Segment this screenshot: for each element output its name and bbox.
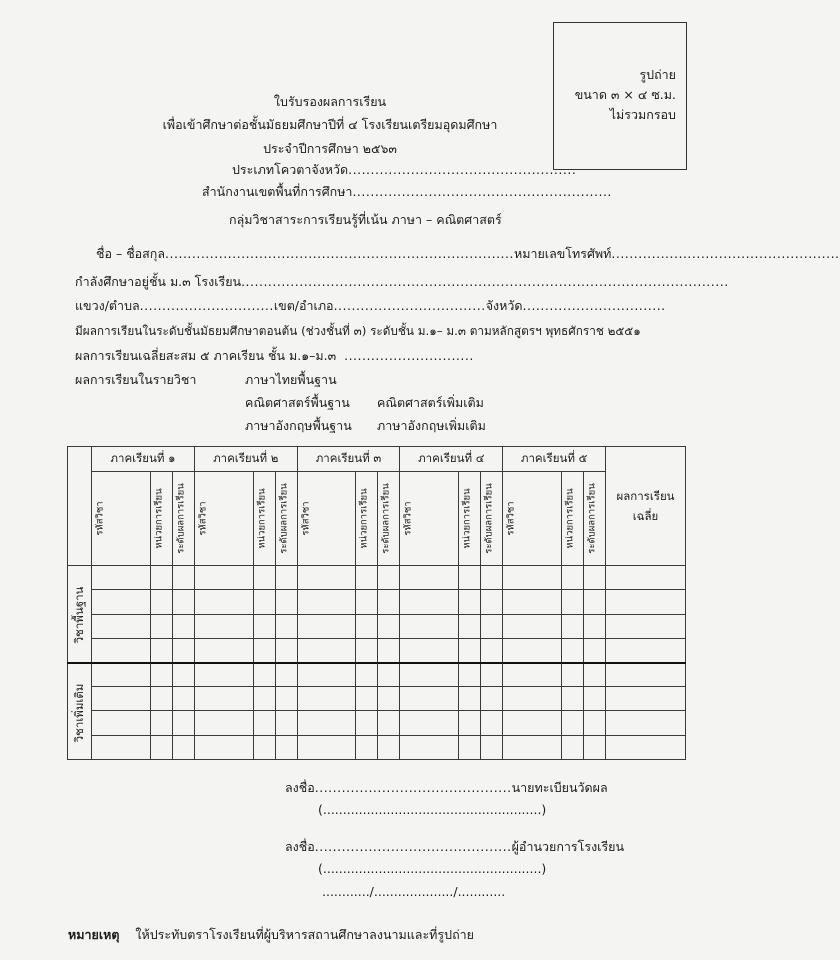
grades-table <box>67 446 686 760</box>
grade-cell[interactable] <box>400 711 459 735</box>
grade-cell[interactable] <box>400 735 459 759</box>
subject-math-basic: คณิตศาสตร์พื้นฐาน <box>245 395 350 410</box>
grade-cell[interactable] <box>561 687 583 711</box>
grade-cell[interactable] <box>561 711 583 735</box>
table-header-subcolumns <box>68 472 686 566</box>
grade-cell[interactable] <box>356 566 378 590</box>
curriculum-line: มีผลการเรียนในระดับชั้นมัธยมศึกษาตอนต้น (ช่วงชั้นที่ ๓) ระดับชั้น ม.๑– ม.๓ ตามหลักสูตรฯ พุทธศักราช ๒๕๕๑ <box>75 324 641 338</box>
grade-cell[interactable] <box>150 638 172 662</box>
grade-cell[interactable] <box>459 638 481 662</box>
grade-cell[interactable] <box>583 735 605 759</box>
subcolumn-label: หน่วยการเรียน <box>358 488 370 549</box>
grade-cell[interactable] <box>297 735 356 759</box>
office-label: สำนักงานเขตพื้นที่การศึกษา <box>202 184 353 199</box>
grade-cell[interactable] <box>275 663 297 687</box>
subcolumn-header <box>481 472 503 566</box>
basic-subjects-group <box>68 566 92 663</box>
photo-frame-note: ไม่รวมกรอบ <box>609 107 676 122</box>
grade-cell[interactable] <box>253 590 275 614</box>
grade-cell[interactable] <box>253 735 275 759</box>
grade-cell[interactable] <box>459 614 481 638</box>
grade-cell[interactable] <box>172 638 194 662</box>
average-cell[interactable] <box>606 711 686 735</box>
grade-cell[interactable] <box>583 614 605 638</box>
grade-cell[interactable] <box>194 663 253 687</box>
school-row <box>75 272 729 292</box>
subcolumn-header <box>583 472 605 566</box>
grade-cell[interactable] <box>583 663 605 687</box>
subject-results-label: ผลการเรียนในรายวิชา <box>75 372 197 387</box>
subcolumn-label: หน่วยการเรียน <box>564 488 576 549</box>
grade-cell[interactable] <box>561 735 583 759</box>
registrar-name-field[interactable]: (.......................................................) <box>318 802 547 817</box>
grade-cell[interactable] <box>481 711 503 735</box>
office-row <box>202 182 612 202</box>
grade-cell[interactable] <box>561 638 583 662</box>
subcolumn-header <box>356 472 378 566</box>
subcolumn-label: หน่วยการเรียน <box>461 488 473 549</box>
grade-cell[interactable] <box>503 566 562 590</box>
table-row <box>68 735 686 759</box>
grade-cell[interactable] <box>92 663 151 687</box>
school-label: กำลังศึกษาอยู่ชั้น ม.๓ โรงเรียน <box>75 274 242 289</box>
note-label: หมายเหตุ <box>68 927 120 942</box>
grade-cell[interactable] <box>400 566 459 590</box>
grade-cell[interactable] <box>378 590 400 614</box>
subcolumn-header <box>275 472 297 566</box>
grade-cell[interactable] <box>400 638 459 662</box>
subcolumn-label: รหัสวิชา <box>300 501 312 536</box>
term-header-1: ภาคเรียนที่ ๑ <box>92 447 195 472</box>
district-field[interactable]: .................................. <box>333 298 486 313</box>
grade-cell[interactable] <box>378 687 400 711</box>
quota-field[interactable]: ................................................... <box>348 162 577 177</box>
table-row <box>68 566 686 590</box>
academic-year: ประจำปีการศึกษา ๒๕๖๓ <box>263 141 397 156</box>
grade-cell[interactable] <box>356 638 378 662</box>
grade-cell[interactable] <box>503 663 562 687</box>
grade-cell[interactable] <box>378 711 400 735</box>
grade-cell[interactable] <box>356 711 378 735</box>
subcolumn-header <box>561 472 583 566</box>
photo-size-label: ขนาด ๓ × ๔ ซ.ม. <box>574 87 676 102</box>
phone-field[interactable]: ................................................... <box>611 246 840 261</box>
director-name-field[interactable]: (.......................................................) <box>318 861 547 876</box>
grade-cell[interactable] <box>481 663 503 687</box>
grade-cell[interactable] <box>253 614 275 638</box>
subcolumn-label: หน่วยการเรียน <box>256 488 268 549</box>
document-title: ใบรับรองผลการเรียน <box>273 94 387 109</box>
subcolumn-label: ระดับผลการเรียน <box>483 483 495 554</box>
grade-cell[interactable] <box>378 638 400 662</box>
subcolumn-header <box>253 472 275 566</box>
table-row <box>68 687 686 711</box>
grade-cell[interactable] <box>150 566 172 590</box>
grade-cell[interactable] <box>356 735 378 759</box>
subcolumn-label: หน่วยการเรียน <box>153 488 165 549</box>
term-header-4: ภาคเรียนที่ ๔ <box>400 447 503 472</box>
average-cell[interactable] <box>606 663 686 687</box>
director-signature-field[interactable]: ............................................ <box>314 839 512 854</box>
subcolumn-header <box>503 472 562 566</box>
name-label: ชื่อ – ชื่อสกุล <box>96 246 166 261</box>
table-row <box>68 614 686 638</box>
office-field[interactable]: .......................................................... <box>352 184 612 199</box>
name-field[interactable]: .............................................................................. <box>165 246 514 261</box>
grade-cell[interactable] <box>481 590 503 614</box>
term-header-5: ภาคเรียนที่ ๕ <box>503 447 606 472</box>
grade-cell[interactable] <box>503 735 562 759</box>
subdistrict-field[interactable]: .............................. <box>139 298 274 313</box>
director-signature-row <box>285 837 624 857</box>
subject-math-extra: คณิตศาสตร์เพิ่มเติม <box>377 395 484 410</box>
term-header-2: ภาคเรียนที่ ๒ <box>194 447 297 472</box>
subcolumn-label: รหัสวิชา <box>505 501 517 536</box>
grade-cell[interactable] <box>150 687 172 711</box>
grade-cell[interactable] <box>275 711 297 735</box>
grade-cell[interactable] <box>253 711 275 735</box>
grade-cell[interactable] <box>481 638 503 662</box>
average-result-header <box>606 447 686 566</box>
table-header-terms <box>68 447 686 472</box>
grade-cell[interactable] <box>459 711 481 735</box>
registrar-title: นายทะเบียนวัดผล <box>511 780 608 795</box>
grade-cell[interactable] <box>378 614 400 638</box>
grade-cell[interactable] <box>150 711 172 735</box>
subcolumn-header <box>459 472 481 566</box>
subcolumn-label: ระดับผลการเรียน <box>586 483 598 554</box>
grade-cell[interactable] <box>92 590 151 614</box>
grade-cell[interactable] <box>583 590 605 614</box>
school-field[interactable]: ............................................................................................................. <box>241 274 729 289</box>
grade-cell[interactable] <box>92 566 151 590</box>
subcolumn-header <box>378 472 400 566</box>
grade-cell[interactable] <box>561 614 583 638</box>
quota-label: ประเภทโควตาจังหวัด <box>232 162 349 177</box>
grade-cell[interactable] <box>194 638 253 662</box>
grade-cell[interactable] <box>297 590 356 614</box>
grade-cell[interactable] <box>481 735 503 759</box>
grade-cell[interactable] <box>172 590 194 614</box>
grade-cell[interactable] <box>92 711 151 735</box>
subcolumn-label: รหัสวิชา <box>402 501 414 536</box>
grade-cell[interactable] <box>194 735 253 759</box>
photo-placeholder-box <box>553 22 687 170</box>
phone-label: หมายเลขโทรศัพท์ <box>513 246 612 261</box>
grade-cell[interactable] <box>356 687 378 711</box>
grade-cell[interactable] <box>297 711 356 735</box>
grade-cell[interactable] <box>459 590 481 614</box>
registrar-sign-label: ลงชื่อ <box>285 780 315 795</box>
subject-group-line: กลุ่มวิชาสาระการเรียนรู้ที่เน้น ภาษา – คณิตศาสตร์ <box>229 212 502 227</box>
grade-cell[interactable] <box>481 566 503 590</box>
term-header-3: ภาคเรียนที่ ๓ <box>297 447 400 472</box>
grade-cell[interactable] <box>92 735 151 759</box>
subcolumn-header <box>150 472 172 566</box>
grade-cell[interactable] <box>172 735 194 759</box>
grade-cell[interactable] <box>194 711 253 735</box>
grade-cell[interactable] <box>583 687 605 711</box>
grade-cell[interactable] <box>583 638 605 662</box>
photo-label: รูปถ่าย <box>639 67 676 82</box>
grade-cell[interactable] <box>400 663 459 687</box>
grade-cell[interactable] <box>150 614 172 638</box>
subcolumn-label: รหัสวิชา <box>94 501 106 536</box>
subcolumn-label: ระดับผลการเรียน <box>380 483 392 554</box>
grade-cell[interactable] <box>253 687 275 711</box>
grade-cell[interactable] <box>194 687 253 711</box>
average-header-line1: ผลการเรียน <box>616 489 675 504</box>
grade-cell[interactable] <box>400 687 459 711</box>
grade-cell[interactable] <box>356 614 378 638</box>
grade-cell[interactable] <box>583 711 605 735</box>
grade-cell[interactable] <box>172 614 194 638</box>
subcolumn-header <box>194 472 253 566</box>
grade-cell[interactable] <box>561 566 583 590</box>
grade-cell[interactable] <box>378 735 400 759</box>
grade-cell[interactable] <box>297 614 356 638</box>
subcolumn-header <box>400 472 459 566</box>
extra-subjects-group <box>68 663 92 760</box>
subcolumn-label: ระดับผลการเรียน <box>278 483 290 554</box>
table-row <box>68 638 686 662</box>
grade-cell[interactable] <box>253 638 275 662</box>
subcolumn-label: ระดับผลการเรียน <box>175 483 187 554</box>
grade-cell[interactable] <box>172 566 194 590</box>
director-title: ผู้อำนวยการโรงเรียน <box>511 839 625 854</box>
district-label: เขต/อำเภอ <box>273 298 334 313</box>
grade-cell[interactable] <box>297 687 356 711</box>
grade-cell[interactable] <box>92 687 151 711</box>
subject-eng-basic: ภาษาอังกฤษพื้นฐาน <box>245 418 352 433</box>
grade-cell[interactable] <box>481 614 503 638</box>
subject-thai-basic: ภาษาไทยพื้นฐาน <box>245 372 337 387</box>
average-header-line2: เฉลี่ย <box>632 509 659 524</box>
quota-row <box>232 160 576 180</box>
name-row <box>96 244 840 264</box>
grade-cell[interactable] <box>503 638 562 662</box>
grade-cell[interactable] <box>481 687 503 711</box>
grade-cell[interactable] <box>459 663 481 687</box>
extra-subjects-label: วิชาเพิ่มเติม <box>72 683 86 742</box>
registrar-signature-row <box>285 778 608 798</box>
grade-cell[interactable] <box>275 614 297 638</box>
director-sign-label: ลงชื่อ <box>285 839 315 854</box>
document-subtitle: เพื่อเข้าศึกษาต่อชั้นมัธยมศึกษาปีที่ ๔ โรงเรียนเตรียมอุดมศึกษา <box>162 117 498 132</box>
grade-cell[interactable] <box>194 590 253 614</box>
grade-cell[interactable] <box>400 590 459 614</box>
subcolumn-label: รหัสวิชา <box>197 501 209 536</box>
grade-cell[interactable] <box>275 638 297 662</box>
average-cell[interactable] <box>606 590 686 614</box>
grade-cell[interactable] <box>297 566 356 590</box>
average-cell[interactable] <box>606 614 686 638</box>
province-label: จังหวัด <box>485 298 523 313</box>
grade-cell[interactable] <box>583 566 605 590</box>
grade-cell[interactable] <box>194 566 253 590</box>
average-cell[interactable] <box>606 566 686 590</box>
grade-cell[interactable] <box>503 711 562 735</box>
gpa-label: ผลการเรียนเฉลี่ยสะสม ๕ ภาคเรียน ชั้น ม.๑–ม.๓ <box>75 348 337 363</box>
grade-cell[interactable] <box>253 663 275 687</box>
table-corner-cell <box>68 447 92 566</box>
note-row <box>68 925 474 945</box>
grade-cell[interactable] <box>561 663 583 687</box>
average-cell[interactable] <box>606 735 686 759</box>
grade-cell[interactable] <box>459 687 481 711</box>
grade-cell[interactable] <box>275 590 297 614</box>
average-cell[interactable] <box>606 638 686 662</box>
grade-cell[interactable] <box>150 590 172 614</box>
grade-cell[interactable] <box>356 590 378 614</box>
grade-cell[interactable] <box>378 566 400 590</box>
grade-cell[interactable] <box>172 711 194 735</box>
subdistrict-label: แขวง/ตำบล <box>75 298 140 313</box>
grade-cell[interactable] <box>503 614 562 638</box>
grade-cell[interactable] <box>400 614 459 638</box>
grade-cell[interactable] <box>275 735 297 759</box>
grade-cell[interactable] <box>297 663 356 687</box>
grade-cell[interactable] <box>459 566 481 590</box>
grade-cell[interactable] <box>275 566 297 590</box>
grade-cell[interactable] <box>561 590 583 614</box>
grade-cell[interactable] <box>172 663 194 687</box>
grade-cell[interactable] <box>378 663 400 687</box>
grade-cell[interactable] <box>92 638 151 662</box>
address-row <box>75 296 666 316</box>
grade-cell[interactable] <box>297 638 356 662</box>
grade-cell[interactable] <box>503 590 562 614</box>
grade-cell[interactable] <box>253 566 275 590</box>
grade-cell[interactable] <box>356 663 378 687</box>
grade-cell[interactable] <box>150 735 172 759</box>
grade-cell[interactable] <box>194 614 253 638</box>
table-row <box>68 663 686 687</box>
grade-cell[interactable] <box>150 663 172 687</box>
note-text: ให้ประทับตราโรงเรียนที่ผู้บริหารสถานศึกษาลงนามและที่รูปถ่าย <box>135 927 474 942</box>
table-row <box>68 711 686 735</box>
gpa-row <box>75 346 474 366</box>
table-row <box>68 590 686 614</box>
subcolumn-header <box>297 472 356 566</box>
gpa-field[interactable]: ............................. <box>344 348 474 363</box>
subcolumn-header <box>92 472 151 566</box>
province-field[interactable]: ................................ <box>522 298 666 313</box>
subcolumn-header <box>172 472 194 566</box>
basic-subjects-label: วิชาพื้นฐาน <box>72 586 86 644</box>
average-cell[interactable] <box>606 687 686 711</box>
grade-cell[interactable] <box>503 687 562 711</box>
grade-cell[interactable] <box>172 687 194 711</box>
registrar-signature-field[interactable]: ............................................ <box>314 780 512 795</box>
grade-cell[interactable] <box>459 735 481 759</box>
date-field[interactable]: ............/..................../............ <box>322 884 506 899</box>
grade-cell[interactable] <box>275 687 297 711</box>
grade-cell[interactable] <box>92 614 151 638</box>
subject-eng-extra: ภาษาอังกฤษเพิ่มเติม <box>377 418 486 433</box>
